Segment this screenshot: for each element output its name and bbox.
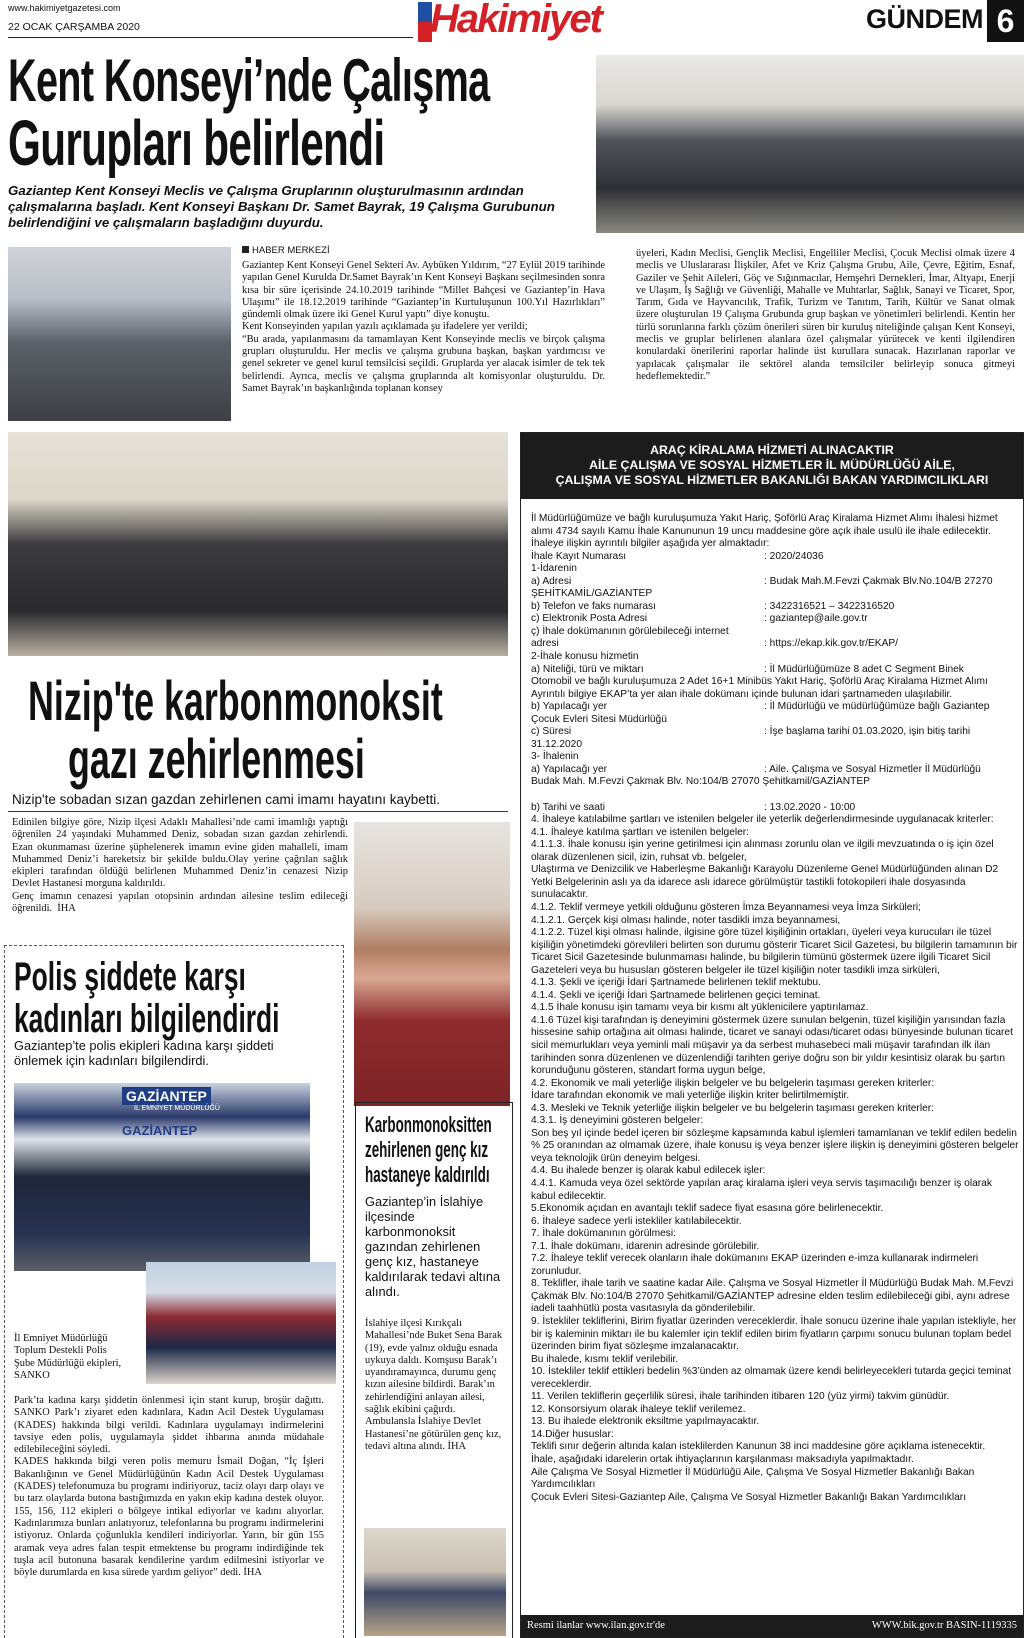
notice-field-value: : Budak Mah.M.Fevzi Çakmak Blv.No.104/B 27270 bbox=[764, 575, 993, 587]
article1-group-photo bbox=[596, 55, 1024, 233]
article2-headline bbox=[8, 672, 508, 794]
section-name: GÜNDEM bbox=[866, 4, 983, 34]
article1-byline bbox=[242, 245, 330, 256]
police-photo-1 bbox=[14, 1083, 310, 1271]
notice-body bbox=[531, 513, 1019, 1504]
masthead-rule bbox=[8, 37, 413, 38]
police-photo-sign: GAZİANTEP bbox=[122, 1087, 211, 1105]
article2-headline-line2: gazı zehirlenmesi bbox=[68, 727, 365, 790]
notice-text-d: Budak Mah. M.Fevzi Çakmak Blv. No:104/B 27070 Şehitkamil/GAZİANTEP bbox=[531, 776, 870, 788]
notice-fields-5 bbox=[531, 802, 1019, 815]
notice-fields-2 bbox=[531, 701, 1019, 714]
notice-field-label: c) Elektronik Posta Adresi bbox=[531, 613, 648, 625]
article1-headline bbox=[8, 50, 598, 178]
notice-field-label: b) Telefon ve faks numarası bbox=[531, 600, 656, 612]
notice-field-value: : gaziantep@aile.gov.tr bbox=[764, 613, 868, 625]
notice-field-row bbox=[531, 726, 1019, 739]
logo-wordmark: Hakimiyet bbox=[430, 0, 601, 41]
article3-headline-line1: Polis şiddete karşı bbox=[14, 955, 246, 999]
notice-title-line3: ÇALIŞMA VE SOSYAL HİZMETLER BAKANLIĞI BAKAN YARDIMCILIKLARI bbox=[555, 473, 989, 487]
article3-body: Park’ta kadına karşı şiddetin önlenmesi için stant kurup, broşür dağıttı. SANKO Park’ı ziyaret eden kadınlara, Kadın Acil Destek Uygulaması (KADES) hakkında bilgi verildi. Kadınlara uygulamayı indirmelerini tavsiye eden polis, uygulamayla şiddet ihbarına anında müdahale edilebileceğini söyledi. KADES hakkında bilgi veren polis memuru İsmail Doğan, “İç İşleri Bakanlığının ve Genel Müdürlüğünün Kadın Acil Destek Uygulaması (KADES) telefonumuza bu programı indiriyoruz, taciz olayı darp olayı ve bu tarz olaylarda butona bastığımızda en yakın ekip kadına destek oluyor. 155, 156, 112 ekipleri o bölgeye intikal ediyorlar ve kadını alıyorlar. Kadınlarımıza bunları anlatıyoruz, telefonlarına bu programı indirmelerini istiyoruz. Onlarda çoğunlukla kendileri indiriyorlar. Yarın, bir gün 155 aramak veya adres falan tespit etmektense bu programı indirdiğinde tek tuşla acil butonuna basarak kendilerine yardım edilmesini istiyorlar ve böyle durumlarda en kısa sürede yardım geliyor” dedi. İHA bbox=[14, 1395, 324, 1579]
notice-field-row bbox=[531, 664, 1019, 677]
notice-field-label: a) Adresi bbox=[531, 575, 572, 587]
notice-field-value: : https://ekap.kik.gov.tr/EKAP/ bbox=[764, 638, 899, 650]
notice-field-row bbox=[531, 576, 1019, 589]
notice-field-row bbox=[531, 563, 1019, 576]
article1-headline-line1: Kent Konseyi’nde Çalışma bbox=[8, 50, 490, 114]
article4-headline bbox=[365, 1112, 509, 1192]
notice-footer bbox=[521, 1615, 1023, 1637]
article1-column1: Gaziantep Kent Konseyi Genel Sekteri Av. Aybüken Yıldırım, “27 Eylül 2019 tarihinde yapılan Genel Kurulda Dr.Samet Bayrak’ın Kent Konseyi Başkanı seçilmesinden sonra kısa bir süre içerisinde 24.10.2019 tarihinde “Millet Bahçesi ve Gaziantep’in Hava Ulaşımı” ile 18.12.2019 tarihinde “Gaziantep’in Kurtuluşunun 100.Yıl Hazırlıkları” gündemli olmak üzere iki Genel Kurul yaptı” diye konuştu. Kent Konseyinden yapılan yazılı açıklamada şu ifadelere yer verildi; “Bu arada, yapılanmasını da tamamlayan Kent Konseyinde meclis ve birçok çalışma grupları oluşturuldu. Her meclis ve çalışma grubuna başkan, başkan yardımcısı ve genel sekreter ve genel kurul temsilcisi seçildi. Gruplarda yer alacak isimler de tek tek belirlendi. Ayrıca, meclis ve çalışma gruplarında alt komisyonlar oluşturuldu. Dr. Samet Bayrak’ın başkanlığında toplanan konsey bbox=[242, 260, 606, 394]
notice-field-row bbox=[531, 638, 1019, 651]
notice-fields bbox=[531, 551, 1019, 676]
notice-field-label: a) Yapılacağı yer bbox=[531, 763, 608, 775]
notice-field-row bbox=[531, 802, 1019, 815]
notice-title-line1: ARAÇ KİRALAMA HİZMETİ ALINACAKTIR bbox=[650, 443, 894, 457]
article4-headline-line2: zehirlenen genç kız bbox=[365, 1137, 489, 1162]
youth-group-photo bbox=[8, 432, 508, 656]
notice-field-row bbox=[531, 651, 1019, 664]
issue-date: 22 OCAK ÇARŞAMBA 2020 bbox=[8, 21, 140, 33]
notice-field-row bbox=[531, 601, 1019, 614]
notice-field-label: 2-İhale konusu hizmetin bbox=[531, 651, 639, 663]
notice-field-label: a) Niteliği, türü ve miktarı bbox=[531, 663, 644, 675]
notice-footer-right[interactable]: WWW.bik.gov.tr BASIN-1119335 bbox=[871, 1620, 1017, 1631]
notice-fields-3 bbox=[531, 726, 1019, 739]
notice-field-row bbox=[531, 588, 1019, 601]
notice-field-value: : İl Müdürlüğü ve müdürlüğümüze bağlı Gaziantep bbox=[764, 701, 990, 713]
article2-headline-line1: Nizip'te karbonmonoksit bbox=[28, 672, 443, 732]
notice-field-value: : 3422316521 – 3422316520 bbox=[764, 600, 895, 612]
notice-field-label: c) Süresi bbox=[531, 726, 572, 738]
police-photo-sign-2: İL EMNİYET MÜDÜRLÜĞÜ bbox=[134, 1105, 220, 1112]
article1-column2: üyeleri, Kadın Meclisi, Gençlik Meclisi, Engelliler Meclisi, Çocuk Meclisi olmak üzere 4 meclis ve Uluslararası İlişkiler, Afet ve Kriz Çalışma Grubu, Aile, Çevre, Eğitim, Esnaf, Gaziler ve Şehit Aileleri, Göç ve Sığınmacılar, Hemşehri Dernekleri, İmar, Altyapı, Enerji ve Ulaşım, İş Sağlığı ve Güvenliği, Mahalle ve Muhtarlar, Sağlık, Sanayi ve Ticaret, Spor, Tarım, Gıda ve Hayvancılık, Trafik, Turizm ve Tanıtım, Tarih, Kültür ve Sanat olmak üzere oluşturulan 19 Çalışma Grubunda grup başkan ve yönetimleri belirlendi. Kentin her türlü sorunlarına farklı çözüm önerileri süren bir kuruluş niteliğinde çalışan Kent Konseyi, meclis ve gruplar belirlenen alanlara özel çalışmalar yürütecek ve kenti ilgilendiren konulardaki önerilerini raporlar halinde üst kurullara sunacak. Hazırlanan raporlar ve yapılacak çalışmalar ile sektörel alanda temsilciler belirleyip sonuca gitmeyi hedeflemektedir.” bbox=[636, 248, 1018, 382]
article3-deck: Gaziantep’te polis ekipleri kadına karşı şiddeti önlemek için kadınları bilgilendirdi. bbox=[14, 1038, 274, 1068]
notice-field-value: : Aile. Çalışma ve Sosyal Hizmetler İl Müdürlüğü bbox=[764, 763, 981, 775]
article1-headline-line2: Gurupları belirlendi bbox=[8, 107, 385, 178]
article2-deck: Nizip'te sobadan sızan gazdan zehirlenen cami imamı hayatını kaybetti. bbox=[12, 792, 441, 807]
ambulance-photo bbox=[364, 1528, 506, 1636]
byline-text: HABER MERKEZİ bbox=[252, 245, 330, 256]
police-photo-sign-3: GAZİANTEP bbox=[122, 1123, 198, 1138]
article1-meeting-photo bbox=[8, 247, 231, 421]
notice-field-row bbox=[531, 764, 1019, 777]
website-url[interactable]: www.hakimiyetgazetesi.com bbox=[8, 3, 121, 13]
notice-field-value: : İl Müdürlüğümüze 8 adet C Segment Binek bbox=[764, 663, 964, 675]
article4-body: İslahiye ilçesi Kırıkçalı Mahallesi’nde Buket Sena Barak (19), evde yalnız olduğu esnada uykuya daldı. Komşusu Barak’ı uyandıramayınca, durumu genç kızın ailesine bildirdi. Barak’ın zehirlendiğini anlayan ailesi, sağlık ekibini çağırdı. Ambulansla İslahiye Devlet Hastanesi’ne götürülen genç kız, tedavi altına alındı. İHA bbox=[365, 1318, 503, 1452]
page-number: 6 bbox=[987, 0, 1024, 42]
notice-field-row bbox=[531, 551, 1019, 564]
notice-footer-left[interactable]: Resmi ilanlar www.ilan.gov.tr'de bbox=[527, 1620, 665, 1631]
notice-text-a: Otomobil ve bağlı kuruluşumuza 2 Adet 16+1 Minibüs Yakıt Hariç, Şoförlü Araç Kiralama Hizmet Alımı Ayrıntılı bilgiye EKAP’ta yer alan ihale dokümanı içinde bulunan idari şartnameden ulaşılabilir. bbox=[531, 676, 988, 700]
notice-intro: İl Müdürlüğümüze ve bağlı kuruluşumuza Yakıt Hariç, Şoförlü Araç Kiralama Hizmet Alımı İhalesi hizmet alımı 4734 sayılı Kamu İhale Kanununun 19 uncu maddesine göre açık ihale usulü ile ihale edilecektir. İhaleye ilişkin ayrıntılı bilgiler aşağıda yer almaktadır: bbox=[531, 513, 1001, 550]
article4-headline-line1: Karbonmonoksitten bbox=[365, 1112, 492, 1137]
logo bbox=[418, 0, 608, 44]
notice-field-row bbox=[531, 626, 1019, 639]
notice-field-row bbox=[531, 613, 1019, 626]
police-photo-2 bbox=[146, 1262, 336, 1384]
notice-field-value: : 13.02.2020 - 10:00 bbox=[764, 801, 856, 813]
victim-portrait-photo bbox=[354, 822, 510, 1106]
notice-title bbox=[521, 433, 1023, 499]
article2-rule bbox=[8, 811, 508, 812]
notice-field-label: b) Tarihi ve saati bbox=[531, 801, 605, 813]
notice-field-label: İhale Kayıt Numarası bbox=[531, 550, 627, 562]
notice-field-label: ŞEHİTKAMİL/GAZİANTEP bbox=[531, 588, 653, 600]
notice-field-label: ç) İhale dokümanının görülebileceği internet bbox=[531, 625, 729, 637]
official-notice bbox=[520, 432, 1024, 1638]
article4-headline-line3: hastaneye kaldırıldı bbox=[365, 1162, 490, 1187]
article3-headline bbox=[14, 955, 344, 1047]
notice-field-label: 1-İdarenin bbox=[531, 563, 577, 575]
article2-body: Edinilen bilgiye göre, Nizip ilçesi Adaklı Mahallesi’nde cami imamlığı yaptığı öğrenilen 24 yaşındaki Muhammed Deniz, sobadan sızan gazdan zehirlendi. Ezan okunmaması üzerine şüphelenerek imamın evine giden mahalleli, imam Muhammed Deniz’i hareketsiz bir şekilde buldu.Olay yerine çağrılan sağlık ekipleri tarafından öldüğü belirlenen Muhammed Deniz’in cenazesi Nizip Devlet Hastanesi morguna kaldırıldı. Genç imamın cenazesi yapılan otopsinin ardından ailesine teslim edileceği öğrenildi. İHA bbox=[12, 817, 348, 915]
notice-field-label: adresi bbox=[531, 638, 559, 650]
article4-deck: Gaziantep’in İslahiye ilçesinde karbonmonoksit gazından zehirlenen genç kız, hastaneye kaldırılarak tedavi altına alındı. bbox=[365, 1194, 501, 1299]
notice-field-row bbox=[531, 701, 1019, 714]
notice-text-b: Çocuk Evleri Sitesi Müdürlüğü bbox=[531, 713, 667, 725]
article3-body-narrow: İl Emniyet Müdürlüğü Toplum Destekli Polis Şube Müdürlüğü ekipleri, SANKO bbox=[14, 1333, 122, 1381]
notice-field-value: : İşe başlama tarihi 01.03.2020, işin bitiş tarihi bbox=[764, 726, 971, 738]
notice-field-label: b) Yapılacağı yer bbox=[531, 701, 608, 713]
article3-headline-line2: kadınları bilgilendirdi bbox=[14, 997, 280, 1041]
notice-text-e: 4. İhaleye katılabilme şartları ve istenilen belgeler ile yeterlik değerlendirmesinde uygulanacak kriterler: 4.1. İhaleye katılma şartları ve istenilen belgeler: 4.1.1.3. İhale konusu işin yerine getirilmesi için alınması zorunlu olan ve ilgili mevzuatında o iş için özel olarak düzenlenen sicil, izin, ruhsat vb. belgeler, Ulaştırma ve Denizcilik ve Haberleşme Bakanlığı Karayolu Düzenleme Genel Müdürlüğünden alınan D2 Yetki Belgelerinin aslı ya da idarece aslı idarece görülmüştür tastikli fotokopileri ihale dosyasında sunulacaktır. 4.1.2. Teklif vermeye yetkili olduğunu gösteren İmza Beyannamesi veya İmza Sirküleri; 4.1.2.1. Gerçek kişi olması halinde, noter tasdikli imza beyannamesi, 4.1.2.2. Tüzel kişi olması halinde, ilgisine göre tüzel kişiliğinin ortakları, üyeleri veya kurucuları ile tüzel kişiliğin yönetimdeki görevlileri belirten son durumu gösterir Ticaret Sicil Gazetesi, bu bilgilerin tamamının bir Ticaret Sicil Gazetesinde bulunmaması halinde, bu bilgilerin tümünü göstermek üzere ilgili Ticaret Sicil Gazeteleri veya bu hususları gösteren belgeler ile tüzel kişiliğin noter tasdikli imza sirküleri, 4.1.3. Şekli ve içeriği İdari Şartnamede belirlenen teklif mektubu. 4.1.4. Şekli ve içeriği İdari Şartnamede belirlenen geçici teminat. 4.1.5 İhale konusu işin tamamı veya bir kısmı alt yüklenicilere yaptırılamaz. 4.1.6 Tüzel kişi tarafından iş deneyimini göstermek üzere sunulan belgenin, tüzel kişiliğin yarısından fazla hissesine sahip ortağına ait olması halinde, ticaret ve sanayi odası/ticaret odası bünyesinde bulunan ticaret sicil memurlukları veya yeminli mali müşavir ya da serbest muhasebeci mali müşavir tarafından ilk ilan tarihinden sonra düzenlenen ve düzenlendiği tarihten geriye doğru son bir yıldır kesintisiz olarak bu şartın korunduğunu gösteren, standart forma uygun belge, 4.2. Ekonomik ve mali yeterliğe ilişkin belgeler ve bu belgelerin taşıması gereken kriterler: İdare tarafından ekonomik ve mali yeterliğe ilişkin kriter belirtilmemiştir. 4.3. Mesleki ve Teknik yeterliğe ilişkin belgeler ve bu belgelerin taşıması gereken kriterler: 4.3.1. İş deneyimini gösteren belgeler: Son beş yıl içinde bedel içeren bir sözleşme kapsamında kabul işlemleri tamamlanan ve teklif edilen bedelin % 25 oranından az olmamak üzere, ihale konusu iş veya benzer işlere ilişkin iş deneyimini gösteren belgeler veya teknolojik ürün deneyim belgesi. 4.4. Bu ihalede benzer iş olarak kabul edilecek işler: 4.4.1. Kamuda veya özel sektörde yapılan araç kiralama işleri veya servis taşımacılığı benzer iş olarak kabul edilecektir. 5.Ekonomik açıdan en avantajlı teklif sadece fiyat esasına göre belirlenecektir. 6. İhaleye sadece yerli istekliler katılabilecektir. 7. İhale dokümanının görülmesi: 7.1. İhale dokümanı, idarenin adresinde görülebilir. 7.2. İhaleye teklif verecek olanların ihale dokümanını EKAP üzerinden e-imza kullanarak indirmeleri zorunludur. 8. Teklifler, ihale tarih ve saatine kadar Aile. Çalışma ve Sosyal Hizmetler İl Müdürlüğü Budak Mah. M.Fevzi Çakmak Blv. No:104/B 27070 Şehitkamil/GAZİANTEP adresine elden teslim edilebileceği gibi, aynı adrese iadeli taahhütlü posta vasıtasıyla da gönderilebilir. 9. İstekliler tekliflerini, Birim fiyatlar üzerinden vereceklerdir. İhale sonucu üzerine ihale yapılan istekliyle, her bir iş kaleminin miktarı ile bu kalemler için teklif edilen birim fiyatların çarpımı sonucu bulunan toplam bedel üzerinden birim fiyat sözleşme imzalanacaktır. Bu ihalede, kısmı teklif verilebilir. 10. İstekliler teklif ettikleri bedelin %3’ünden az olmamak üzere kendi belirleyecekleri tutarda geçici teminat vereceklerdir. 11. Verilen tekliflerin geçerlilik süresi, ihale tarihinden itibaren 120 (yüz yirmi) takvim günüdür. 12. Konsorsiyum olarak ihaleye teklif verilemez. 13. Bu ihalede elektronik eksiltme yapılmayacaktır. 14.Diğer hususlar: Teklifi sınır değerin altında kalan isteklilerden Kanunun 38 inci maddesine göre açıklama istenecektir. İhale, aşağıdaki idarelerin ortak ihtiyaçlarının karşılanması maksadıyla yapılmaktadır. Aile Çalışma Ve Sosyal Hizmetler İl Müdürlüğü Aile, Çalışma Ve Sosyal Hizmetler Bakanlığı Bakan Yardımcılıkları Çocuk Evleri Sitesi-Gaziantep Aile, Çalışma Ve Sosyal Hizmetler Bakanlığı Bakan Yardımcılıkları bbox=[531, 814, 1019, 1503]
notice-field-value: : 2020/24036 bbox=[764, 550, 824, 562]
notice-text-c: 31.12.2020 3- İhalenin bbox=[531, 738, 582, 763]
notice-fields-4 bbox=[531, 764, 1019, 777]
byline-square-icon bbox=[242, 246, 249, 253]
article1-deck: Gaziantep Kent Konseyi Meclis ve Çalışma Gruplarının oluşturulmasının ardından çalışmalarına başladı. Kent Konseyi Başkanı Dr. Samet Bayrak, 19 Çalışma Gurubunun belirlendiğini ve çalışmaların başladığını duyurdu. bbox=[8, 183, 555, 230]
notice-title-line2: AİLE ÇALIŞMA VE SOSYAL HİZMETLER İL MÜDÜRLÜĞÜ AİLE, bbox=[589, 458, 955, 472]
